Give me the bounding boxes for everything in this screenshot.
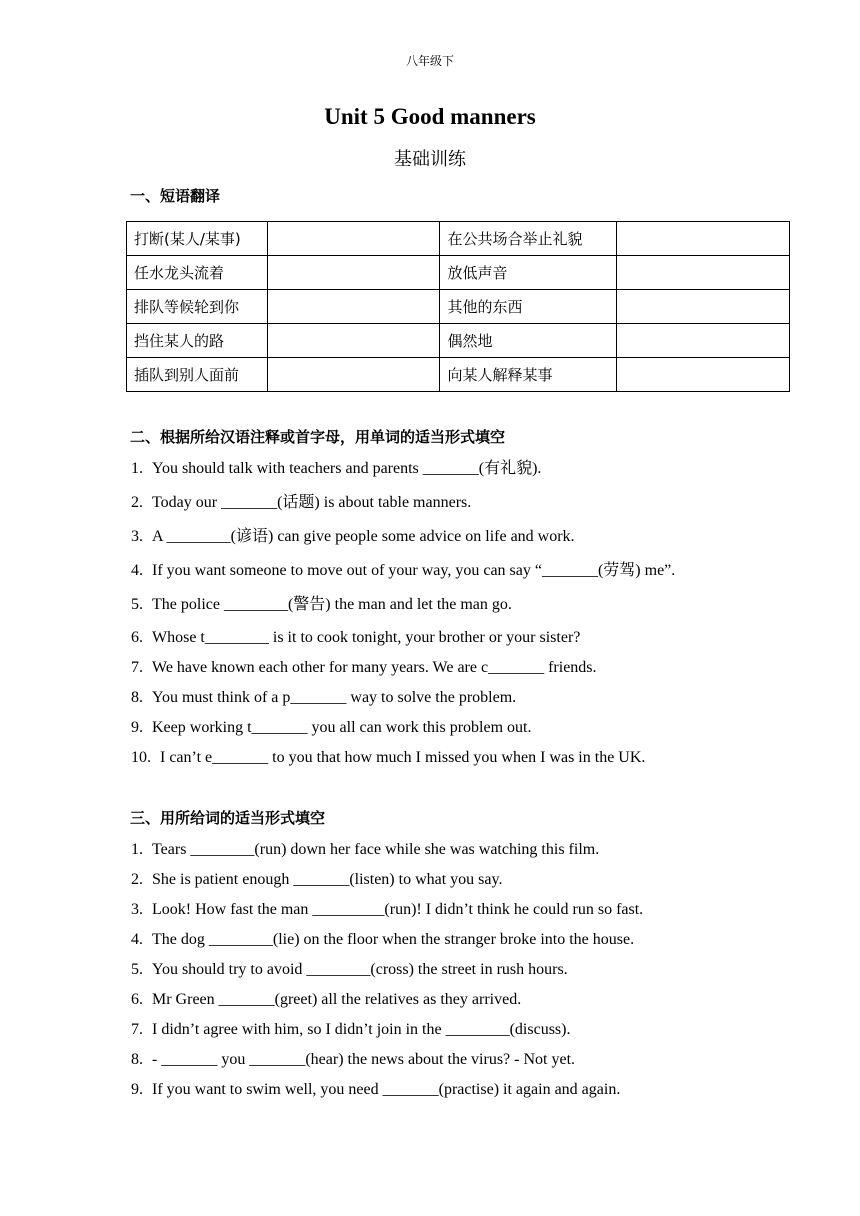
exercise-item [131, 493, 675, 527]
item-text: Look! How fast the man _________(run)! I didn’t think he could run so fast. [152, 901, 644, 918]
answer-cell[interactable] [268, 256, 440, 290]
item-number: 2. [131, 871, 143, 888]
item-text: If you want someone to move out of your way, you can say “_______(劳驾) me”. [152, 562, 676, 579]
item-number: 9. [131, 1081, 143, 1098]
item-text: Tears ________(run) down her face while she was watching this film. [152, 841, 600, 858]
item-number: 7. [131, 1021, 143, 1038]
exercise-item [131, 1050, 643, 1080]
table-row [127, 222, 790, 256]
table-row [127, 324, 790, 358]
table-row [127, 290, 790, 324]
exercise-item [131, 748, 675, 778]
section1-heading: 一、短语翻译 [130, 187, 221, 205]
item-text: Mr Green _______(greet) all the relatives as they arrived. [152, 991, 522, 1008]
item-text: If you want to swim well, you need _______(practise) it again and again. [152, 1081, 621, 1098]
item-text: Today our _______(话题) is about table manners. [152, 494, 472, 511]
phrase-cell: 放低声音 [440, 256, 616, 290]
exercise-item [131, 870, 643, 900]
answer-cell[interactable] [268, 324, 440, 358]
exercise-item [131, 930, 643, 960]
item-text: I didn’t agree with him, so I didn’t join in the ________(discuss). [152, 1021, 571, 1038]
answer-cell[interactable] [268, 222, 440, 256]
section3-heading: 三、用所给词的适当形式填空 [130, 809, 326, 827]
phrase-translation-table [126, 221, 790, 392]
answer-cell[interactable] [268, 290, 440, 324]
exercise-item [131, 840, 643, 870]
item-number: 4. [131, 562, 143, 579]
exercise-item [131, 1080, 643, 1110]
answer-cell[interactable] [616, 222, 789, 256]
section3-list [131, 840, 643, 1110]
answer-cell[interactable] [616, 358, 789, 392]
answer-cell[interactable] [616, 324, 789, 358]
item-number: 10. [131, 749, 151, 766]
exercise-item [131, 900, 643, 930]
phrase-cell: 任水龙头流着 [127, 256, 268, 290]
item-text: The police ________(警告) the man and let the man go. [152, 596, 512, 613]
item-number: 8. [131, 1051, 143, 1068]
exercise-item [131, 527, 675, 561]
item-text: - _______ you _______(hear) the news about the virus? - Not yet. [152, 1051, 576, 1068]
item-text: You should talk with teachers and parents _______(有礼貌). [152, 460, 542, 477]
item-number: 8. [131, 689, 143, 706]
phrase-cell: 打断(某人/某事) [127, 222, 268, 256]
item-number: 3. [131, 901, 143, 918]
item-text: A ________(谚语) can give people some advice on life and work. [152, 528, 575, 545]
item-number: 7. [131, 659, 143, 676]
exercise-item [131, 990, 643, 1020]
item-text: She is patient enough _______(listen) to what you say. [152, 871, 503, 888]
exercise-item [131, 1020, 643, 1050]
exercise-item [131, 658, 675, 688]
answer-cell[interactable] [268, 358, 440, 392]
item-number: 1. [131, 841, 143, 858]
section2-list [131, 459, 675, 778]
item-text: The dog ________(lie) on the floor when the stranger broke into the house. [152, 931, 635, 948]
item-number: 5. [131, 961, 143, 978]
phrase-cell: 在公共场合举止礼貌 [440, 222, 616, 256]
exercise-item [131, 960, 643, 990]
item-text: I can’t e_______ to you that how much I missed you when I was in the UK. [160, 749, 646, 766]
item-text: You must think of a p_______ way to solve the problem. [152, 689, 517, 706]
phrase-cell: 向某人解释某事 [440, 358, 616, 392]
exercise-item [131, 688, 675, 718]
section2-heading: 二、根据所给汉语注释或首字母，用单词的适当形式填空 [130, 428, 506, 446]
item-number: 5. [131, 596, 143, 613]
phrase-cell: 挡住某人的路 [127, 324, 268, 358]
exercise-item [131, 561, 675, 595]
table-row [127, 358, 790, 392]
phrase-cell: 偶然地 [440, 324, 616, 358]
item-number: 9. [131, 719, 143, 736]
item-number: 4. [131, 931, 143, 948]
item-text: Whose t________ is it to cook tonight, your brother or your sister? [152, 629, 581, 646]
answer-cell[interactable] [616, 290, 789, 324]
item-number: 6. [131, 991, 143, 1008]
exercise-item [131, 628, 675, 658]
table-row [127, 256, 790, 290]
grade-header: 八年级下 [405, 54, 454, 68]
phrase-cell: 插队到别人面前 [127, 358, 268, 392]
item-text: We have known each other for many years. We are c_______ friends. [152, 659, 597, 676]
item-number: 1. [131, 460, 143, 477]
phrase-cell: 其他的东西 [440, 290, 616, 324]
item-text: Keep working t_______ you all can work this problem out. [152, 719, 532, 736]
item-text: You should try to avoid ________(cross) the street in rush hours. [152, 961, 568, 978]
item-number: 6. [131, 629, 143, 646]
page-title: Unit 5 Good manners [324, 104, 536, 129]
item-number: 3. [131, 528, 143, 545]
exercise-item [131, 459, 675, 493]
exercise-item [131, 718, 675, 748]
phrase-cell: 排队等候轮到你 [127, 290, 268, 324]
page-subtitle: 基础训练 [394, 149, 466, 170]
answer-cell[interactable] [616, 256, 789, 290]
item-number: 2. [131, 494, 143, 511]
exercise-item [131, 595, 675, 628]
